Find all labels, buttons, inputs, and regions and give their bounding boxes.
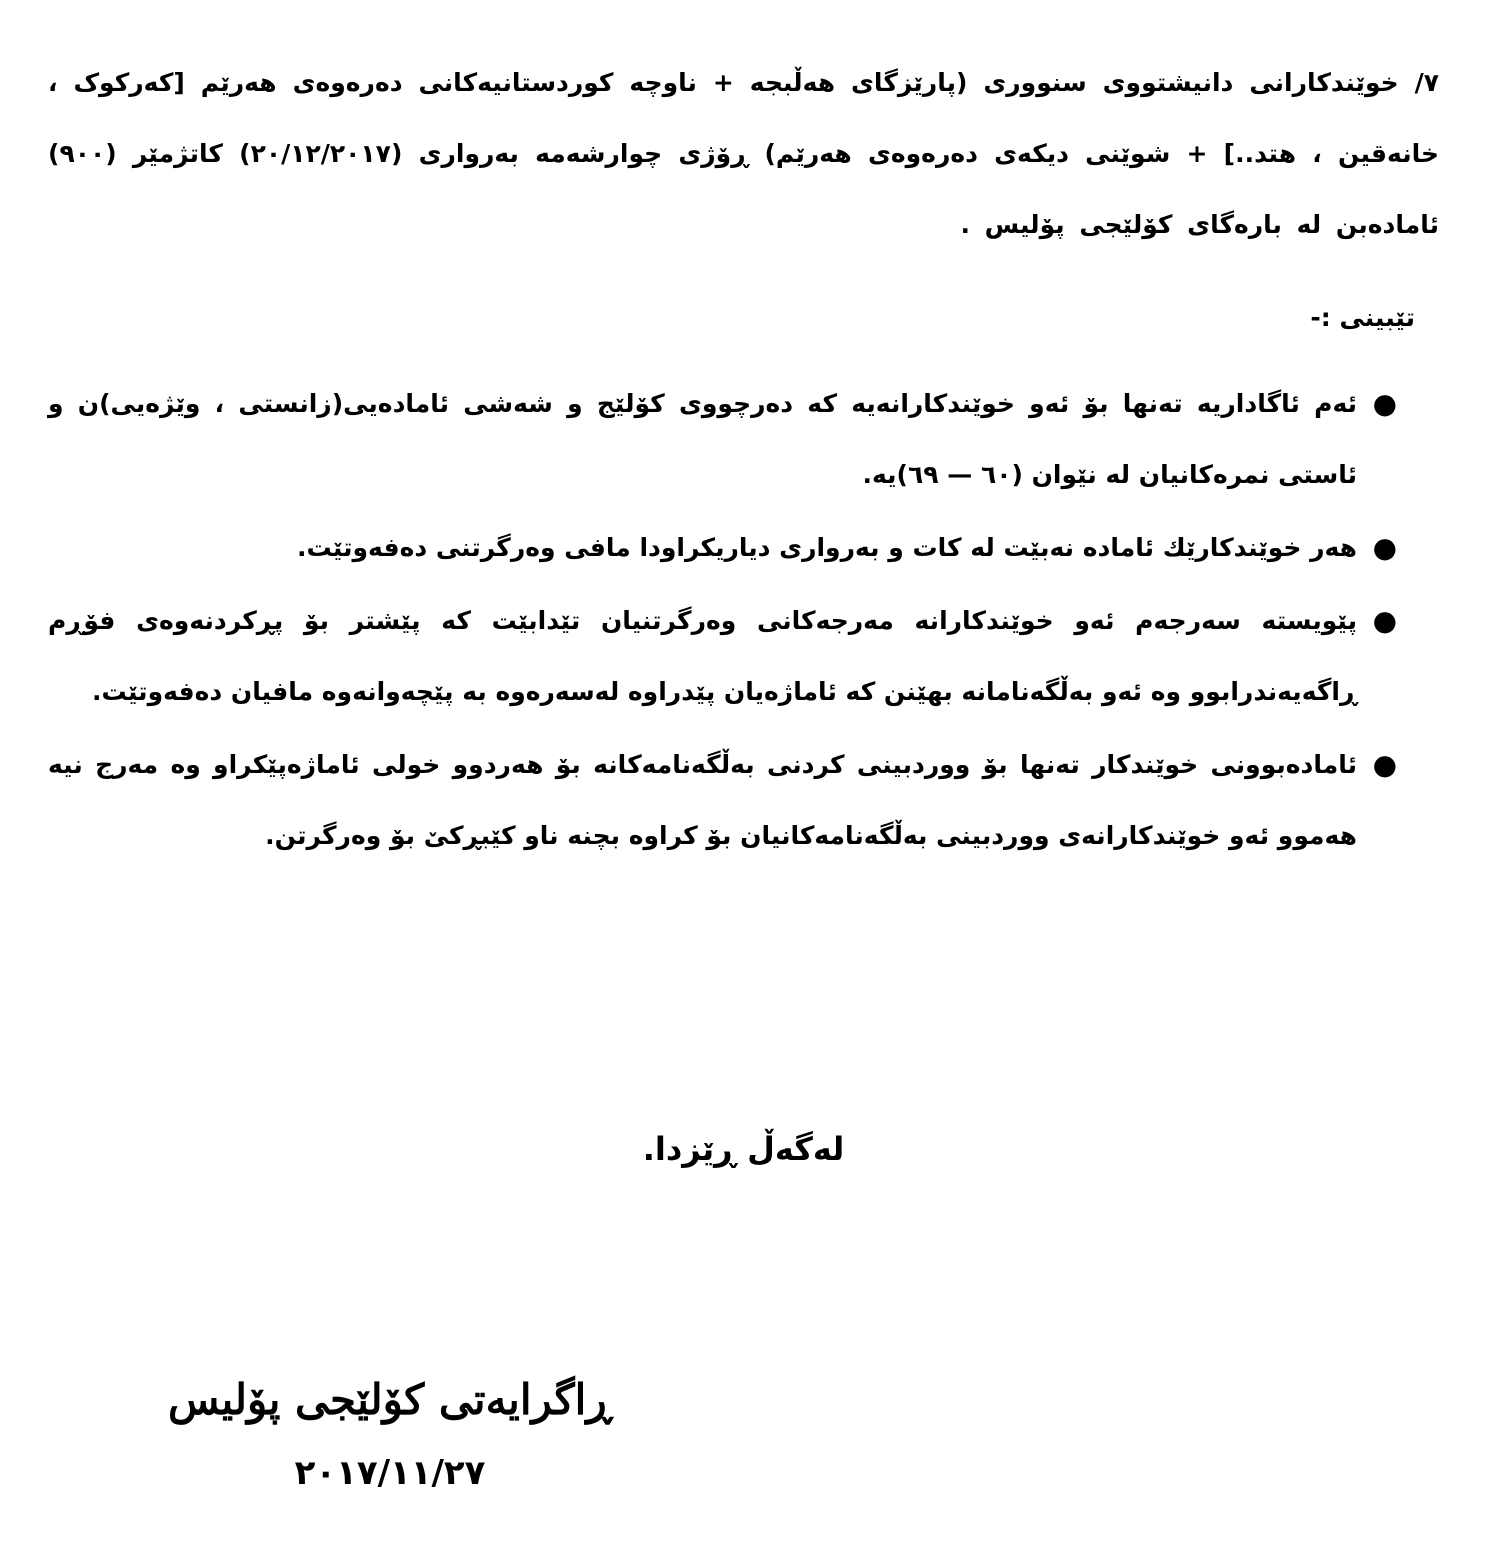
bullet-icon: ● — [1372, 387, 1397, 420]
notes-list — [48, 368, 1397, 871]
closing-greeting: لەگەڵ ڕێزدا. — [642, 1130, 845, 1168]
bullet-icon: ● — [1372, 604, 1397, 637]
note-item — [48, 512, 1397, 583]
signature-block — [160, 1365, 620, 1493]
note-text: پێویستە سەرجەم ئەو خوێندکارانە مەرجەکانی وەرگرتنیان تێدابێت کە پێشتر بۆ پڕکردنەوەی فۆڕم ڕاگەیەندرابوو وە ئەو بەڵگەنامانە بهێنن کە ئاماژەیان پێدراوە لەسەرەوە بە پێچەوانەوە مافیان دەفەوتێت. — [48, 606, 1357, 706]
note-text: هەر خوێندکارێك ئامادە نەبێت لە کات و بەرواری دیاریکراودا مافی وەرگرتنی دەفەوتێت. — [296, 533, 1357, 562]
note-item — [48, 368, 1397, 510]
signature-date: ٢٠١٧/١١/٢٧ — [294, 1453, 486, 1493]
section-7-paragraph: ٧/ خوێندکارانی دانیشتووی سنووری (پارێزگای هەڵبجە + ناوچە کوردستانیەکانی دەرەوەی هەرێم [کەرکوک ، خانەقین ، هتد..] + شوێنی دیکەی دەرەوەی هەرێم) ڕۆژی چوارشەمە بەرواری (٢٠/١٢/٢٠١٧) کاتژمێر (٩٠٠) ئامادەبن لە بارەگای کۆلێجی پۆلیس . — [48, 68, 1440, 239]
signature-title: ڕاگرایەتی کۆلێجی پۆلیس — [168, 1375, 612, 1424]
note-item — [48, 585, 1397, 727]
note-text: ئەم ئاگاداریە تەنها بۆ ئەو خوێندکارانەیە کە دەرچووی کۆلێج و شەشی ئامادەیی(زانستی ، وێژەیی)ن و ئاستی نمرەکانیان لە نێوان (٦٠ — ٦٩)یە. — [48, 389, 1357, 489]
bullet-icon: ● — [1372, 748, 1397, 781]
notes-title: تێبینی :- — [1310, 303, 1415, 332]
bullet-icon: ● — [1372, 531, 1397, 564]
note-text: ئامادەبوونی خوێندکار تەنها بۆ ووردبینی کردنی بەڵگەنامەکانە بۆ هەردوو خولی ئاماژەپێکراو وە مەرج نیە هەموو ئەو خوێندکارانەی ووردبینی بەڵگەنامەکانیان بۆ کراوە بچنە ناو کێبڕکێ بۆ وەرگرتن. — [48, 750, 1357, 850]
note-item — [48, 729, 1397, 871]
